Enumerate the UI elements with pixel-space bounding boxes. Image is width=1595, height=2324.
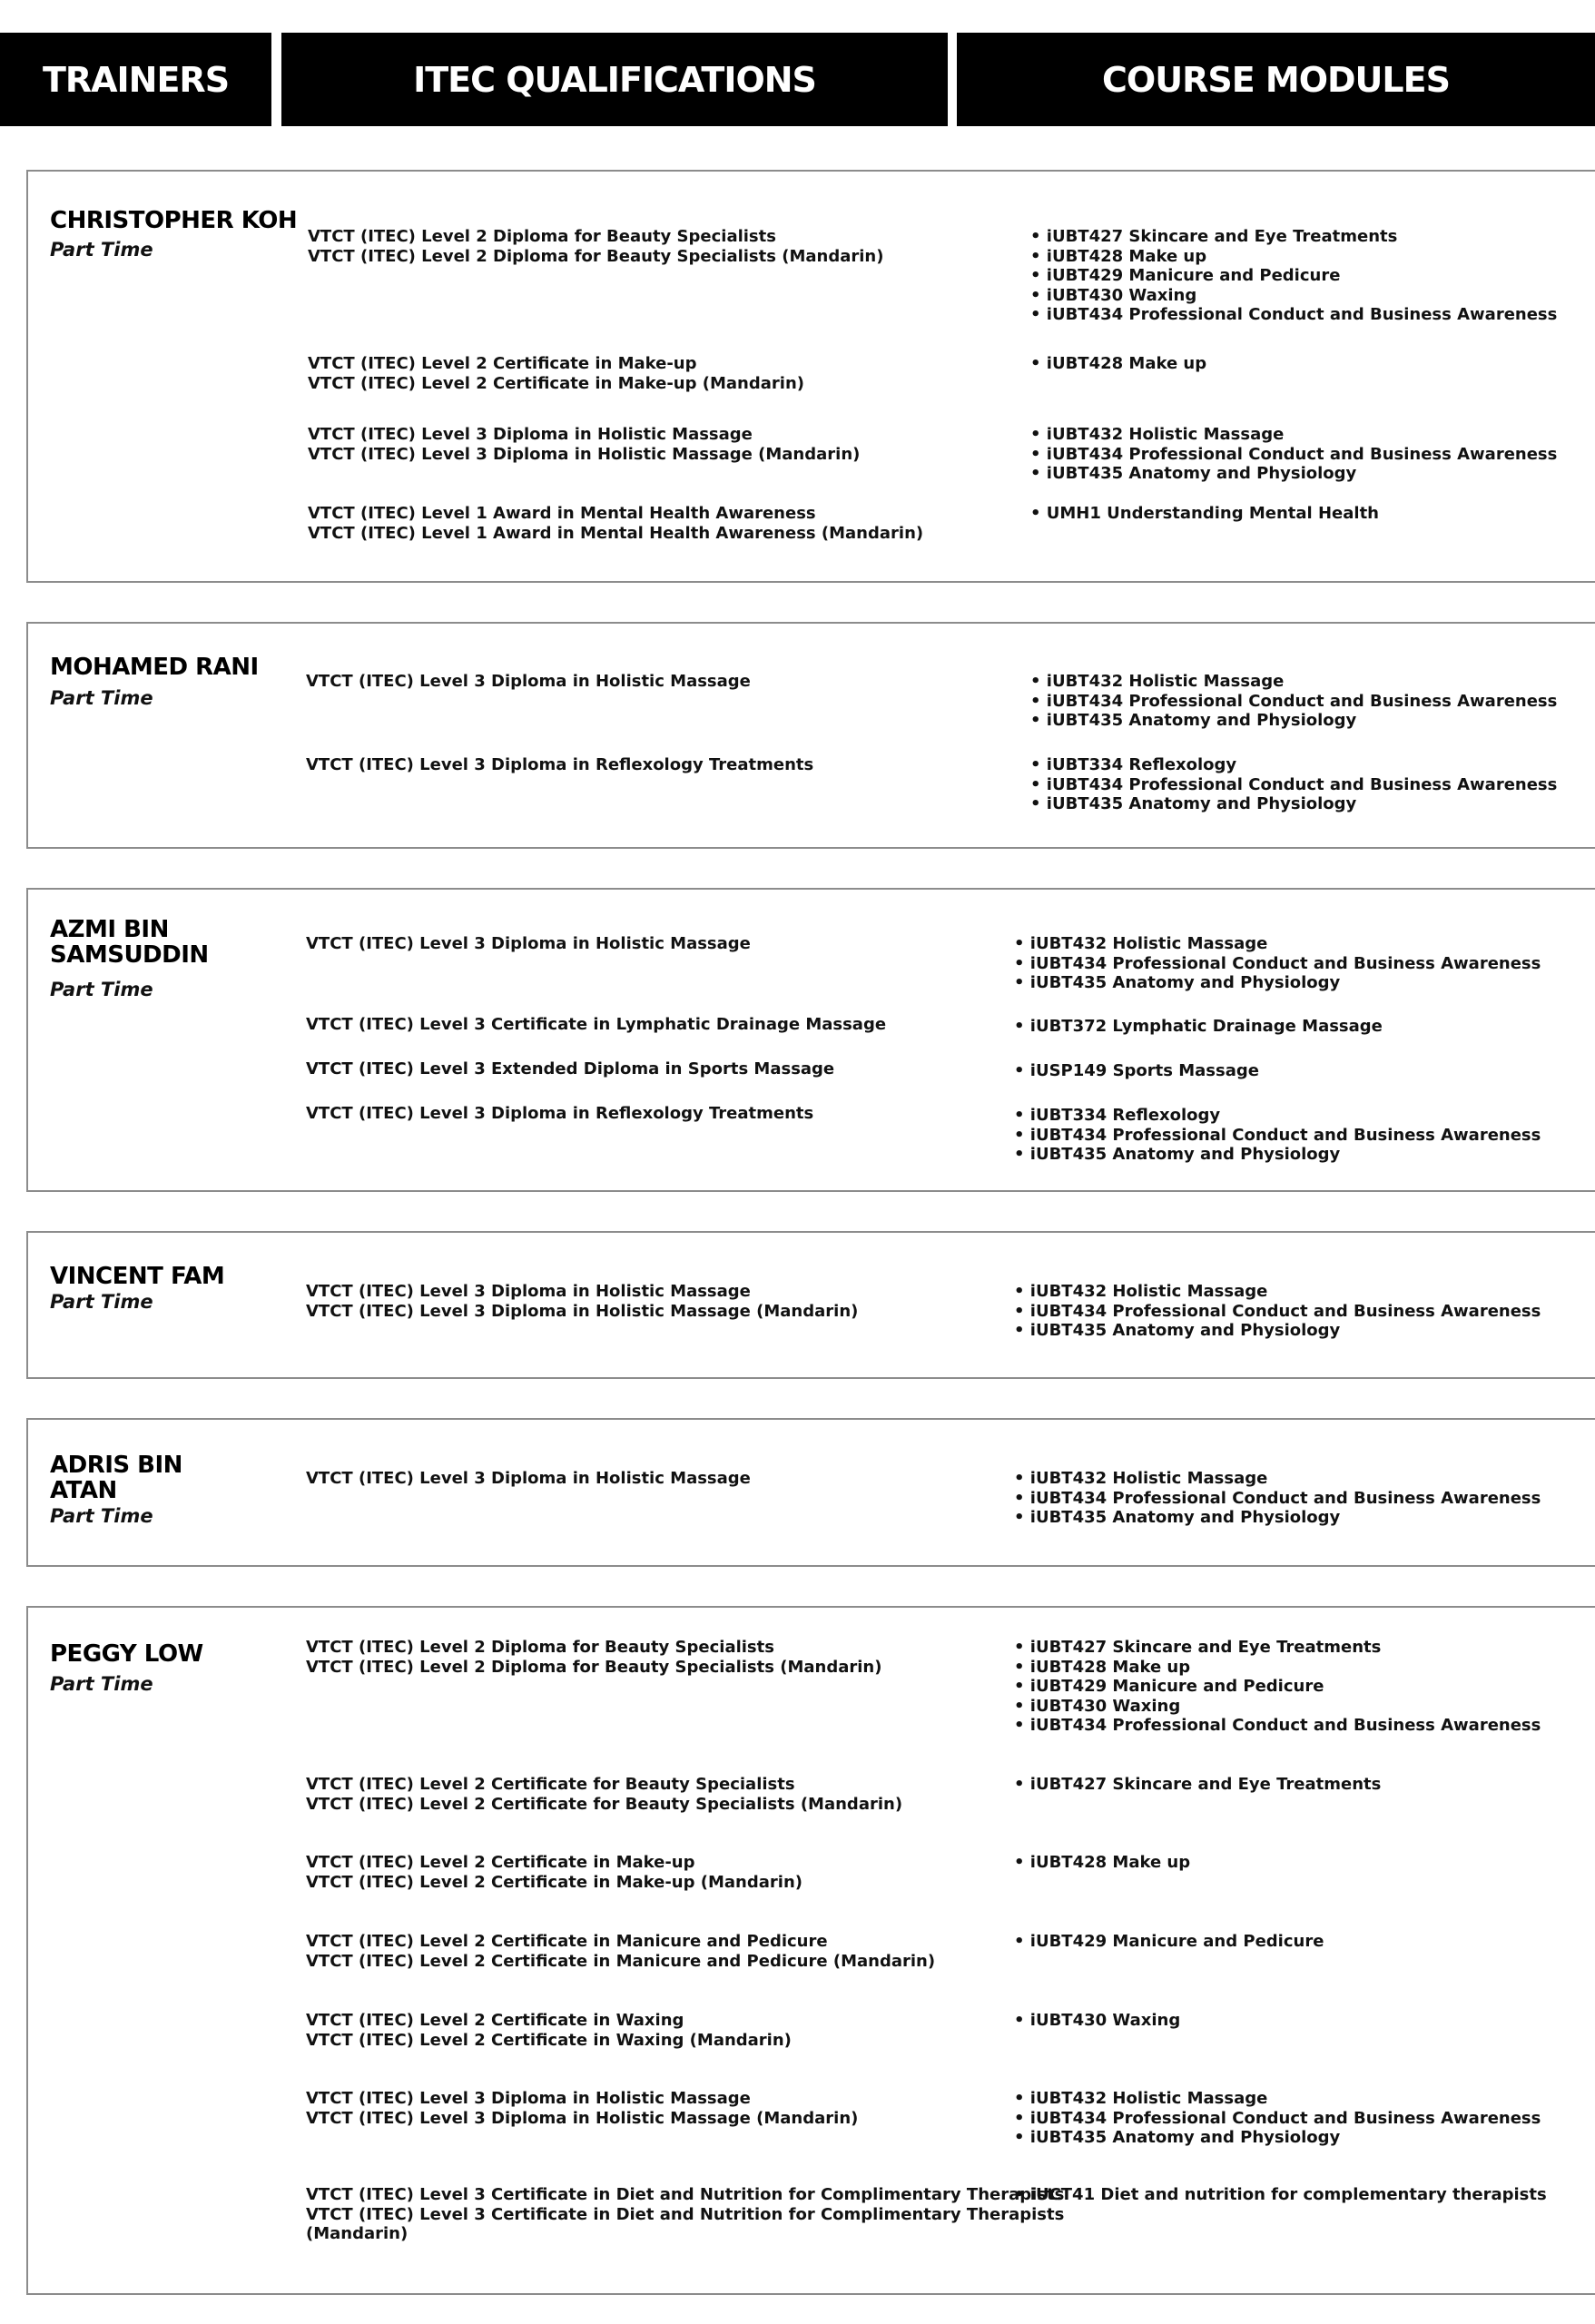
qualification: VTCT (ITEC) Level 3 Extended Diploma in Sports Massage bbox=[306, 1059, 835, 1078]
header-modules-label: COURSE MODULES bbox=[1102, 59, 1450, 100]
module-list bbox=[1014, 1061, 1259, 1081]
qualification: VTCT (ITEC) Level 2 Certificate for Beauty Specialists bbox=[306, 1775, 795, 1794]
module-item: • iUBT434 Professional Conduct and Business Awareness bbox=[1014, 1716, 1541, 1736]
qualification-group bbox=[306, 1775, 902, 1814]
header-modules bbox=[957, 33, 1595, 126]
module-list bbox=[1014, 1469, 1541, 1528]
qualification-group bbox=[308, 504, 923, 543]
module-list bbox=[1030, 354, 1206, 374]
module-item: • iUBT334 Reflexology bbox=[1014, 1106, 1541, 1126]
module-item: • iUBT429 Manicure and Pedicure bbox=[1030, 266, 1557, 286]
qualification: VTCT (ITEC) Level 3 Diploma in Reflexology Treatments bbox=[306, 755, 814, 774]
qualification-group bbox=[306, 2185, 1064, 2244]
qualification-group bbox=[306, 755, 813, 775]
qualification: VTCT (ITEC) Level 2 Certificate in Manicure and Pedicure bbox=[306, 1932, 828, 1951]
module-item: • iUBT427 Skincare and Eye Treatments bbox=[1014, 1775, 1381, 1795]
module-list bbox=[1014, 2185, 1547, 2205]
module-item: • iUBT432 Holistic Massage bbox=[1014, 2089, 1541, 2109]
qualification: VTCT (ITEC) Level 2 Certificate in Make-up (Mandarin) bbox=[308, 373, 804, 393]
trainer-name bbox=[50, 917, 209, 968]
qualification: VTCT (ITEC) Level 2 Diploma for Beauty Specialists (Mandarin) bbox=[306, 1657, 882, 1677]
module-item: • iUBT432 Holistic Massage bbox=[1014, 1469, 1541, 1489]
qualification: VTCT (ITEC) Level 2 Certificate in Make-up (Mandarin) bbox=[306, 1872, 802, 1892]
module-list bbox=[1030, 227, 1557, 325]
trainer-status: Part Time bbox=[50, 1673, 153, 1695]
module-item: • iUBT428 Make up bbox=[1030, 247, 1557, 267]
qualification-group bbox=[308, 354, 804, 393]
module-item: • iUSP149 Sports Massage bbox=[1014, 1061, 1259, 1081]
module-item: • iUBT434 Professional Conduct and Business Awareness bbox=[1030, 445, 1557, 465]
qualification: VTCT (ITEC) Level 3 Diploma in Holistic Massage (Mandarin) bbox=[308, 444, 861, 464]
qualification-group bbox=[306, 1104, 813, 1124]
qualification-group bbox=[306, 1469, 751, 1489]
module-item: • iUBT428 Make up bbox=[1014, 1853, 1190, 1873]
qualification: VTCT (ITEC) Level 3 Certificate in Diet and Nutrition for Complimentary Therapists bbox=[306, 2204, 1065, 2224]
module-list bbox=[1030, 755, 1557, 814]
header-qualifications bbox=[281, 33, 948, 126]
header-qualifications-label: ITEC QUALIFICATIONS bbox=[413, 59, 816, 100]
module-item: • iUBT435 Anatomy and Physiology bbox=[1030, 464, 1557, 484]
qualification-group bbox=[306, 1282, 858, 1321]
module-item: • iUBT432 Holistic Massage bbox=[1030, 425, 1557, 445]
qualification: VTCT (ITEC) Level 3 Diploma in Reflexology Treatments bbox=[306, 1104, 814, 1123]
module-item: • iUBT434 Professional Conduct and Business Awareness bbox=[1014, 954, 1541, 974]
trainer-status: Part Time bbox=[50, 1291, 153, 1313]
module-item: • iUBT435 Anatomy and Physiology bbox=[1014, 2128, 1541, 2148]
module-item: • iUBT434 Professional Conduct and Business Awareness bbox=[1030, 775, 1557, 795]
module-item: • iUBT429 Manicure and Pedicure bbox=[1014, 1932, 1324, 1952]
trainer-name: CHRISTOPHER KOH bbox=[50, 207, 298, 234]
qualification: VTCT (ITEC) Level 2 Certificate in Make-up bbox=[308, 354, 697, 373]
qualification: VTCT (ITEC) Level 3 Diploma in Holistic Massage (Mandarin) bbox=[306, 2108, 859, 2128]
qualification-group bbox=[306, 672, 751, 692]
qualification: VTCT (ITEC) Level 3 Diploma in Holistic Massage (Mandarin) bbox=[306, 1301, 859, 1321]
module-list bbox=[1030, 504, 1379, 524]
module-item: • iUBT435 Anatomy and Physiology bbox=[1014, 1145, 1541, 1165]
qualification: VTCT (ITEC) Level 3 Diploma in Holistic Massage bbox=[306, 1282, 751, 1301]
module-item: • iUBT435 Anatomy and Physiology bbox=[1014, 1321, 1541, 1341]
qualification: VTCT (ITEC) Level 2 Certificate in Manicure and Pedicure (Mandarin) bbox=[306, 1951, 936, 1971]
trainer-status: Part Time bbox=[50, 1505, 153, 1527]
qualification: VTCT (ITEC) Level 3 Diploma in Holistic Massage bbox=[308, 425, 753, 444]
trainer-name: VINCENT FAM bbox=[50, 1263, 225, 1290]
module-item: • iUBT372 Lymphatic Drainage Massage bbox=[1014, 1017, 1383, 1037]
module-list bbox=[1014, 2089, 1541, 2148]
module-item: • iUBT432 Holistic Massage bbox=[1030, 672, 1557, 692]
module-list bbox=[1014, 1017, 1383, 1037]
trainer-status: Part Time bbox=[50, 239, 153, 261]
qualification-group bbox=[306, 2089, 858, 2128]
trainer-name-line: AZMI BIN bbox=[50, 916, 169, 943]
module-item: • iUBT429 Manicure and Pedicure bbox=[1014, 1677, 1541, 1697]
qualification: VTCT (ITEC) Level 2 Diploma for Beauty Specialists bbox=[308, 227, 776, 246]
module-item: • iUBT435 Anatomy and Physiology bbox=[1014, 973, 1541, 993]
header-trainers bbox=[0, 33, 271, 126]
trainer-status: Part Time bbox=[50, 979, 153, 1000]
module-item: • iUBT334 Reflexology bbox=[1030, 755, 1557, 775]
module-item: • iUBT435 Anatomy and Physiology bbox=[1014, 1508, 1541, 1528]
qualification: VTCT (ITEC) Level 3 Certificate in Diet and Nutrition for Complimentary Therapists bbox=[306, 2185, 1065, 2204]
module-item: • iUBT434 Professional Conduct and Business Awareness bbox=[1014, 1489, 1541, 1509]
module-list bbox=[1030, 425, 1557, 484]
module-item: • iUBT434 Professional Conduct and Business Awareness bbox=[1014, 1302, 1541, 1322]
qualification-group bbox=[306, 1638, 881, 1677]
qualification-group bbox=[306, 1853, 802, 1892]
qualification: VTCT (ITEC) Level 2 Diploma for Beauty Specialists bbox=[306, 1638, 774, 1657]
module-item: • UMH1 Understanding Mental Health bbox=[1030, 504, 1379, 524]
module-list bbox=[1030, 672, 1557, 731]
module-list bbox=[1014, 1932, 1324, 1952]
qualification: VTCT (ITEC) Level 2 Certificate in Waxing bbox=[306, 2011, 684, 2030]
module-list bbox=[1014, 1853, 1190, 1873]
module-item: • iUBT434 Professional Conduct and Business Awareness bbox=[1030, 692, 1557, 712]
module-item: • iUBT428 Make up bbox=[1030, 354, 1206, 374]
trainer-status: Part Time bbox=[50, 687, 153, 709]
qualification: VTCT (ITEC) Level 3 Diploma in Holistic Massage bbox=[306, 2089, 751, 2108]
module-item: • iUBT434 Professional Conduct and Business Awareness bbox=[1014, 2109, 1541, 2129]
qualification: (Mandarin) bbox=[306, 2224, 409, 2243]
module-item: • iUBT430 Waxing bbox=[1014, 2011, 1180, 2031]
qualification: VTCT (ITEC) Level 3 Certificate in Lymphatic Drainage Massage bbox=[306, 1015, 887, 1034]
trainer-name: MOHAMED RANI bbox=[50, 654, 259, 681]
qualification-group bbox=[308, 227, 883, 266]
qualification: VTCT (ITEC) Level 3 Diploma in Holistic Massage bbox=[306, 1469, 751, 1488]
header-trainers-label: TRAINERS bbox=[42, 59, 230, 100]
qualification: VTCT (ITEC) Level 3 Diploma in Holistic Massage bbox=[306, 672, 751, 691]
module-item: • iUCT41 Diet and nutrition for complementary therapists bbox=[1014, 2185, 1547, 2205]
qualification-group bbox=[306, 1059, 834, 1079]
trainer-card bbox=[26, 1606, 1595, 2295]
module-item: • iUBT435 Anatomy and Physiology bbox=[1030, 794, 1557, 814]
module-item: • iUBT435 Anatomy and Physiology bbox=[1030, 711, 1557, 731]
qualification: VTCT (ITEC) Level 1 Award in Mental Health Awareness (Mandarin) bbox=[308, 523, 924, 543]
trainer-card bbox=[26, 888, 1595, 1192]
module-item: • iUBT430 Waxing bbox=[1014, 1697, 1541, 1717]
module-item: • iUBT434 Professional Conduct and Business Awareness bbox=[1030, 305, 1557, 325]
trainer-name-line: ADRIS BIN bbox=[50, 1452, 182, 1479]
qualification: VTCT (ITEC) Level 2 Certificate in Waxing (Mandarin) bbox=[306, 2030, 792, 2050]
qualification: VTCT (ITEC) Level 2 Certificate in Make-up bbox=[306, 1853, 695, 1872]
qualification-group bbox=[306, 1932, 935, 1971]
trainer-card bbox=[26, 1231, 1595, 1379]
module-list bbox=[1014, 1106, 1541, 1165]
module-item: • iUBT430 Waxing bbox=[1030, 286, 1557, 306]
module-item: • iUBT432 Holistic Massage bbox=[1014, 934, 1541, 954]
module-item: • iUBT432 Holistic Massage bbox=[1014, 1282, 1541, 1302]
module-list bbox=[1014, 2011, 1180, 2031]
qualification-group bbox=[308, 425, 860, 464]
trainer-card bbox=[26, 170, 1595, 583]
qualification-group bbox=[306, 2011, 792, 2050]
qualification: VTCT (ITEC) Level 3 Diploma in Holistic Massage bbox=[306, 934, 751, 953]
module-item: • iUBT428 Make up bbox=[1014, 1658, 1541, 1678]
trainer-card bbox=[26, 1418, 1595, 1567]
module-list bbox=[1014, 1282, 1541, 1341]
trainer-name bbox=[50, 1452, 182, 1503]
module-item: • iUBT427 Skincare and Eye Treatments bbox=[1014, 1638, 1541, 1658]
qualification-group bbox=[306, 934, 751, 954]
trainer-card bbox=[26, 622, 1595, 849]
module-item: • iUBT427 Skincare and Eye Treatments bbox=[1030, 227, 1557, 247]
qualification: VTCT (ITEC) Level 2 Certificate for Beauty Specialists (Mandarin) bbox=[306, 1794, 903, 1814]
trainer-name-line: SAMSUDDIN bbox=[50, 941, 209, 969]
module-list bbox=[1014, 934, 1541, 993]
module-item: • iUBT434 Professional Conduct and Business Awareness bbox=[1014, 1126, 1541, 1146]
module-list bbox=[1014, 1775, 1381, 1795]
qualification: VTCT (ITEC) Level 2 Diploma for Beauty Specialists (Mandarin) bbox=[308, 246, 884, 266]
trainer-name-line: ATAN bbox=[50, 1477, 117, 1504]
qualification-group bbox=[306, 1015, 886, 1035]
module-list bbox=[1014, 1638, 1541, 1736]
trainer-name: PEGGY LOW bbox=[50, 1640, 203, 1668]
qualification: VTCT (ITEC) Level 1 Award in Mental Health Awareness bbox=[308, 504, 816, 523]
